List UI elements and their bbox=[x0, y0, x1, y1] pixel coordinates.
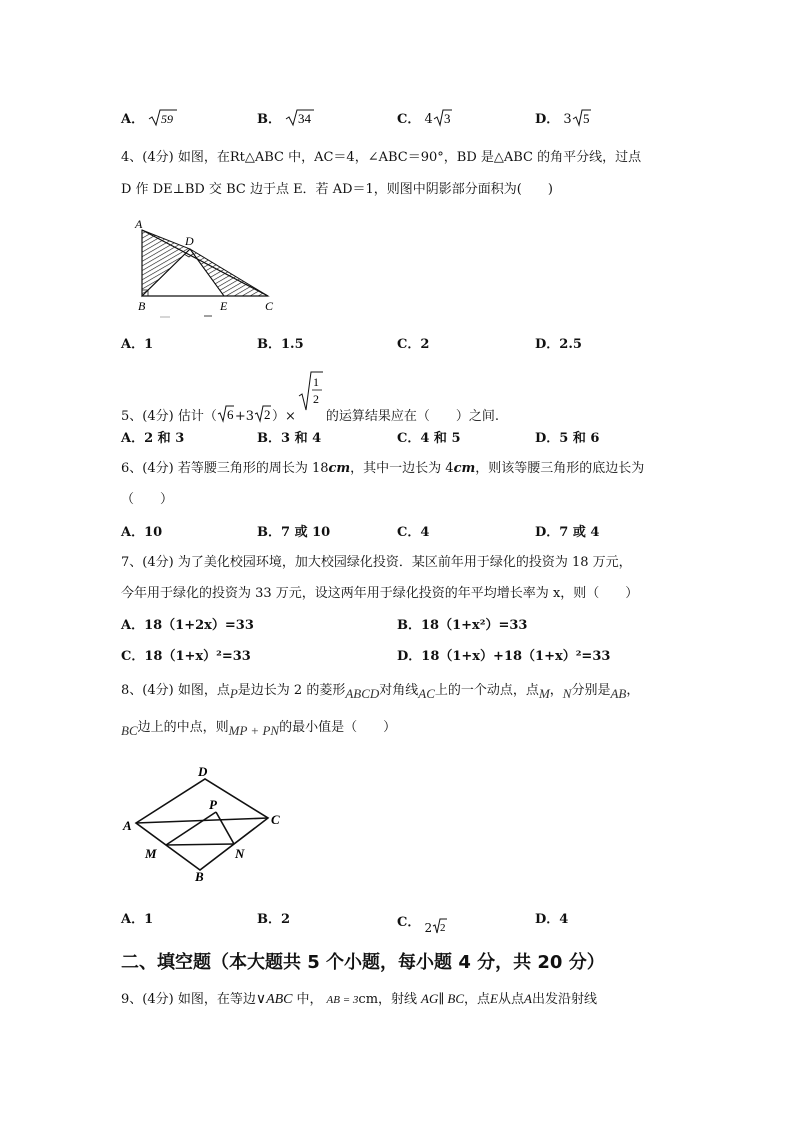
q7-option-d: D．18（1+x）+18（1+x）²=33 bbox=[397, 649, 611, 664]
q5-option-a: A．2 和 3 bbox=[121, 431, 185, 446]
svg-text:2: 2 bbox=[264, 407, 271, 422]
q8-stem-line1: 8、(4分) 如图，点P是边长为 2 的菱形ABCD对角线AC上的一个动点，点M，N分别是AB， bbox=[121, 683, 640, 701]
shaded-triangle-abd bbox=[142, 230, 190, 296]
svg-text:1: 1 bbox=[312, 375, 319, 389]
q7-option-a: A．18（1+2x）=33 bbox=[121, 618, 254, 633]
sqrt-icon bbox=[432, 916, 448, 936]
q6-option-b: B．7 或 10 bbox=[257, 525, 331, 540]
sqrt-icon bbox=[148, 108, 178, 128]
svg-text:6: 6 bbox=[226, 407, 234, 422]
q5-option-c: C．4 和 5 bbox=[397, 431, 461, 446]
svg-text:A: A bbox=[135, 217, 143, 231]
q5-option-d: D．5 和 6 bbox=[535, 431, 600, 446]
sqrt-icon bbox=[433, 108, 453, 128]
svg-text:C: C bbox=[265, 299, 274, 313]
svg-text:A: A bbox=[123, 818, 132, 833]
svg-text:3: 3 bbox=[443, 111, 451, 126]
q8-stem-line2: BC边上的中点，则MP + PN的最小值是（ ） bbox=[121, 720, 397, 738]
q8-option-a: A．1 bbox=[121, 912, 154, 927]
q5-stem: 5、(4分) 估计（ 6 +3 2 ）× 1 2 的运算结果应在（ ）之间. bbox=[121, 370, 499, 410]
q4-option-b: B．1.5 bbox=[257, 337, 304, 352]
section-title: 二、填空题（本大题共 5 个小题，每小题 4 分，共 20 分） bbox=[121, 952, 605, 973]
svg-text:59: 59 bbox=[161, 112, 174, 126]
q4-stem-line1: 4、(4分) 如图，在Rt△ABC 中，AC＝4，∠ABC＝90°，BD 是△ABC 的角平分线，过点 bbox=[121, 150, 642, 165]
sqrt-fraction-icon bbox=[298, 370, 324, 412]
svg-text:P: P bbox=[209, 797, 217, 812]
q3-option-b: B． 34 bbox=[257, 108, 315, 128]
svg-text:34: 34 bbox=[298, 111, 312, 126]
q6-option-a: A．10 bbox=[121, 525, 163, 540]
q4-option-c: C．2 bbox=[397, 337, 430, 352]
q6-option-c: C．4 bbox=[397, 525, 430, 540]
sqrt-icon bbox=[254, 404, 272, 424]
q4-option-d: D．2.5 bbox=[535, 337, 582, 352]
q7-option-c: C．18（1+x）²=33 bbox=[121, 649, 251, 664]
q8-option-d: D．4 bbox=[535, 912, 569, 927]
q9-stem-line1: 9、(4分) 如图，在等边∨ABC 中， AB = 3cm，射线 AG∥ BC，点E从点A出发沿射线 bbox=[121, 991, 597, 1007]
svg-text:5: 5 bbox=[582, 111, 590, 126]
q8-figure bbox=[118, 760, 298, 882]
q3-option-a: A． 59 bbox=[121, 108, 178, 128]
q4-option-a: A．1 bbox=[121, 337, 154, 352]
svg-text:B: B bbox=[195, 869, 204, 882]
q4-figure bbox=[132, 216, 282, 322]
svg-text:D: D bbox=[198, 764, 208, 779]
q3-option-c: C． 4 3 bbox=[397, 108, 453, 128]
sqrt-icon bbox=[572, 108, 592, 128]
q4-stem-line2: D 作 DE⊥BD 交 BC 边于点 E．若 AD＝1，则图中阴影部分面积为( ) bbox=[121, 182, 553, 197]
svg-text:N: N bbox=[235, 846, 245, 861]
shaded-triangle-dec bbox=[190, 249, 268, 296]
q6-stem-line1: 6、(4分) 若等腰三角形的周长为 18cm，其中一边长为 4cm，则该等腰三角形的底边长为 bbox=[121, 461, 645, 476]
q6-option-d: D．7 或 4 bbox=[535, 525, 600, 540]
q7-option-b: B．18（1+x²）=33 bbox=[397, 618, 528, 633]
q7-stem-line1: 7、(4分) 为了美化校园环境，加大校园绿化投资．某区前年用于绿化的投资为 18 万元， bbox=[121, 555, 632, 570]
q6-stem-line2: （ ） bbox=[121, 492, 174, 507]
svg-text:2: 2 bbox=[312, 392, 319, 406]
q3-option-d: D． 3 5 bbox=[535, 108, 592, 128]
svg-text:D: D bbox=[185, 234, 194, 248]
q5-option-b: B．3 和 4 bbox=[257, 431, 322, 446]
svg-text:B: B bbox=[138, 299, 146, 313]
svg-text:C: C bbox=[271, 812, 280, 827]
q8-option-b: B．2 bbox=[257, 912, 291, 927]
svg-text:E: E bbox=[220, 299, 228, 313]
svg-text:M: M bbox=[145, 846, 157, 861]
svg-text:2: 2 bbox=[440, 922, 446, 934]
sqrt-icon bbox=[217, 404, 235, 424]
q7-stem-line2: 今年用于绿化的投资为 33 万元，设这两年用于绿化投资的年平均增长率为 x，则（ ） bbox=[121, 586, 639, 601]
sqrt-icon bbox=[285, 108, 315, 128]
q8-option-c: C． 2 2 bbox=[397, 906, 448, 930]
